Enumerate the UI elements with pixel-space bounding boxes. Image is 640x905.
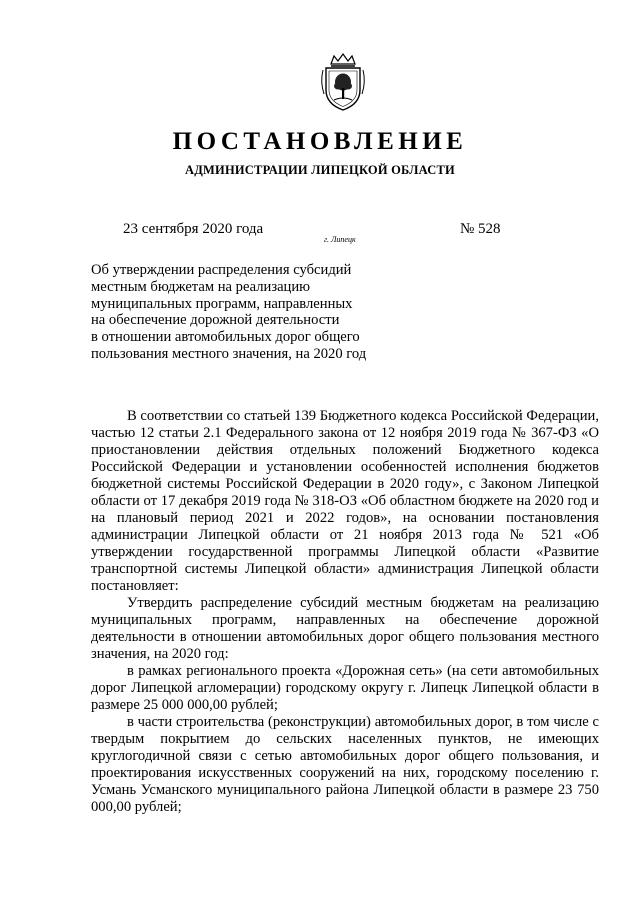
subject-line: пользования местного значения, на 2020 год: [91, 345, 367, 362]
document-subject: [91, 262, 411, 363]
document-body: [91, 408, 599, 816]
document-place: г. Липецк: [324, 235, 356, 244]
subject-line: местным бюджетам на реализацию: [91, 278, 311, 295]
subject-line: в отношении автомобильных дорог общего: [91, 329, 360, 346]
subject-line: Об утверждении распределения субсидий: [91, 262, 352, 278]
subject-line: муниципальных программ, направленных: [91, 295, 353, 312]
body-paragraph: в части строительства (реконструкции) автомобильных дорог, в том числе с твердым покрытием до сельских населенных пунктов, не имеющих круглогодичной связи с сетью автомобильных дорог общего пользования, и проектирования искусственных сооружений на них, городскому поселению г. Усмань Усманского муниципального района Липецкой области в размере 23 750 000,00 рублей;: [91, 714, 599, 815]
body-paragraph: в рамках регионального проекта «Дорожная сеть» (на сети автомобильных дорог Липецкой агломерации) городскому округу г. Липецк Липецкой области в размере 25 000 000,00 рублей;: [91, 663, 599, 713]
document-number: № 528: [460, 221, 501, 237]
document-title: ПОСТАНОВЛЕНИЕ: [172, 128, 468, 155]
coat-of-arms-emblem: [318, 52, 368, 112]
document-subtitle: АДМИНИСТРАЦИИ ЛИПЕЦКОЙ ОБЛАСТИ: [185, 163, 455, 177]
body-paragraph: В соответствии со статьей 139 Бюджетного кодекса Российской Федерации, частью 12 статьи 2.1 Федерального закона от 12 ноября 2019 года № 367-ФЗ «О приостановлении действия отдельных положений Бюджетного кодекса Российской Федерации и установлении особенностей исполнения бюджетов бюджетной системы Российской Федерации в 2020 году», с Законом Липецкой области от 17 декабря 2019 года № 318-ОЗ «Об областном бюджете на 2020 год и на плановый период 2021 и 2022 годов», на основании постановления администрации Липецкой области от 21 ноября 2013 года № 521 «Об утверждении государственной программы Липецкой области «Развитие транспортной системы Липецкой области» администрация Липецкой области постановляет:: [91, 408, 599, 594]
subject-line: на обеспечение дорожной деятельности: [91, 312, 340, 329]
body-paragraph: Утвердить распределение субсидий местным бюджетам на реализацию муниципальных программ, направленных на обеспечение дорожной деятельности в отношении автомобильных дорог общего пользования местного значения, на 2020 год:: [91, 595, 599, 662]
document-date: 23 сентября 2020 года: [123, 221, 264, 237]
